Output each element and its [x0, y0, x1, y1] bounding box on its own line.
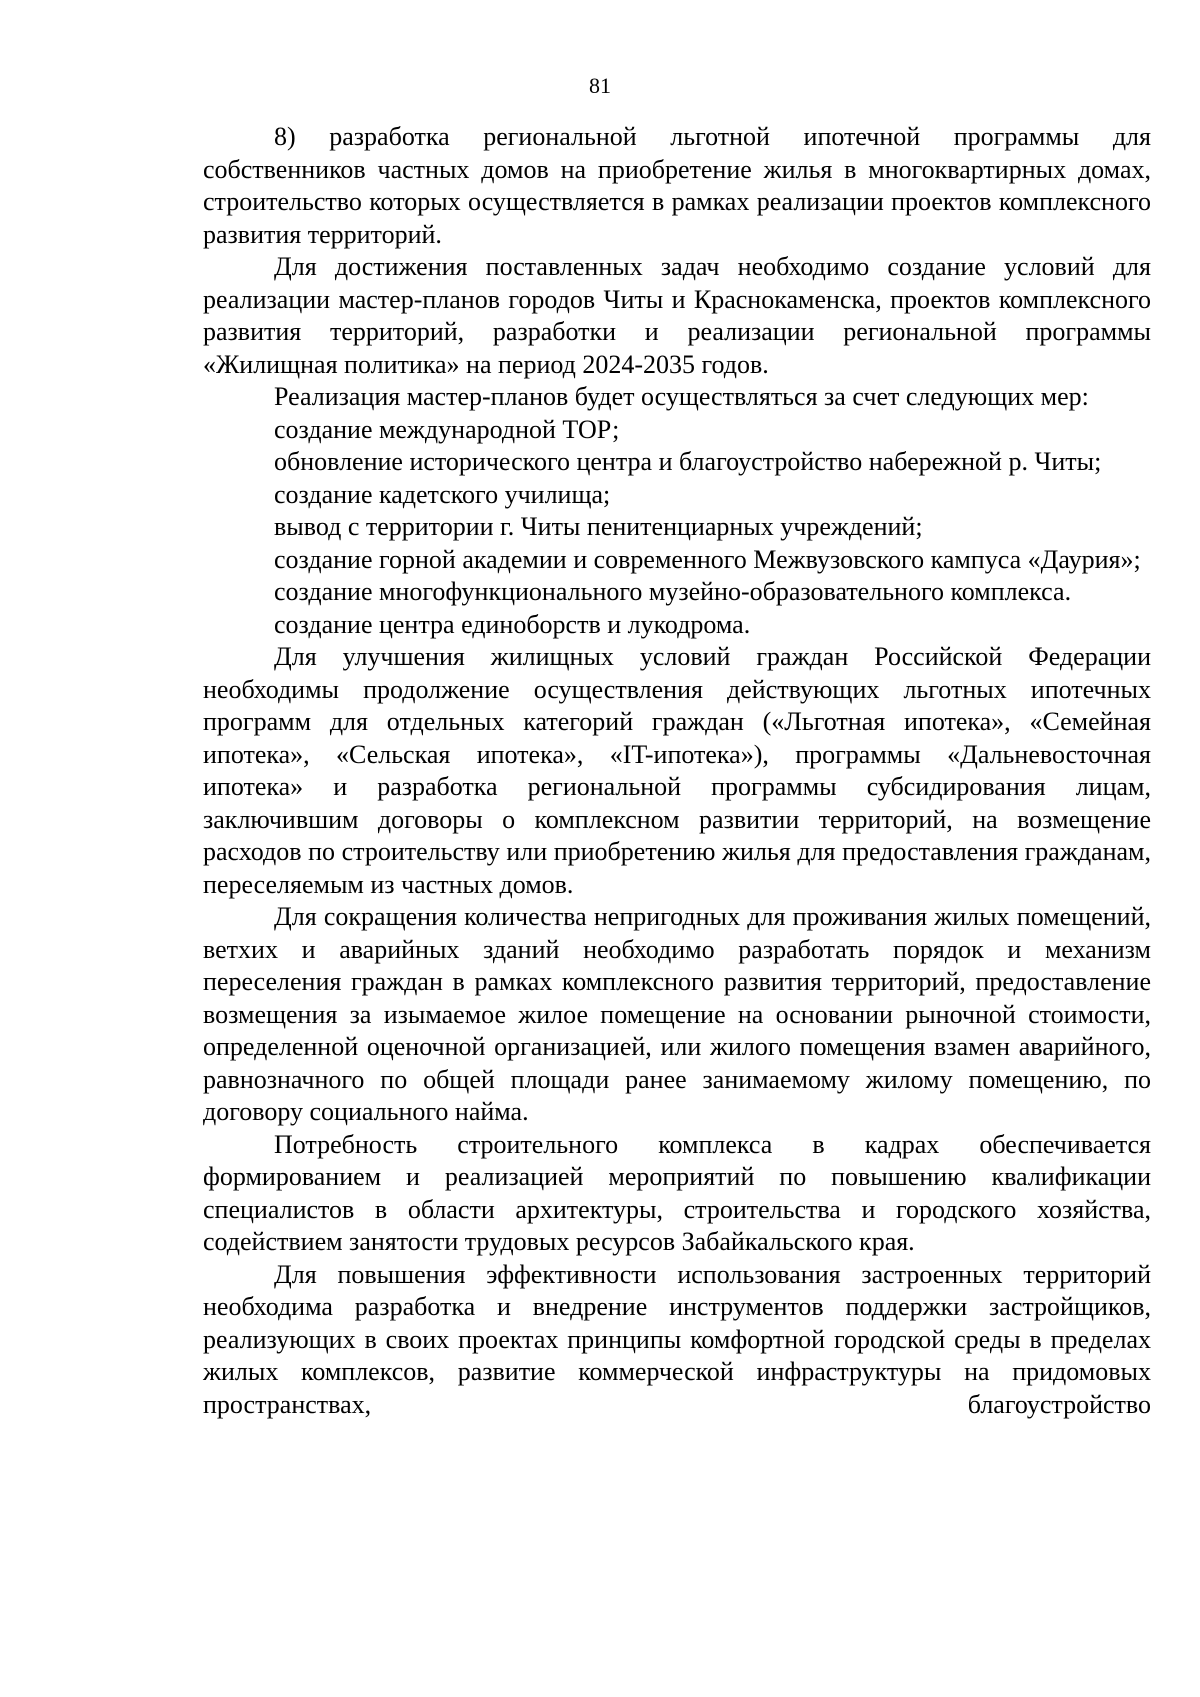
- paragraph-master-plans: Реализация мастер-планов будет осуществляться за счет следующих мер:: [274, 382, 1089, 411]
- list-item-penitentiary: вывод с территории г. Читы пенитенциарных учреждений;: [274, 512, 923, 541]
- page-number: 81: [589, 73, 611, 98]
- paragraph-housing-conditions: Для улучшения жилищных условий граждан Российской Федерации необходимы продолжение осуществления действующих льготных ипотечных программ для отдельных категорий граждан («Льготная ипотека», «Семейная ипотека», «Сельская ипотека», «IT-ипотека»), программы «Дальневосточная ипотека» и разработка региональной программы субсидирования лицам, заключившим договоры о комплексном развитии территорий, на возмещение расходов по строительству или приобретению жилья для предоставления гражданам, переселяемым из частных домов.: [203, 642, 1151, 899]
- document-body: [203, 121, 1151, 1421]
- paragraph-unfit-housing: Для сокращения количества непригодных для проживания жилых помещений, ветхих и аварийных зданий необходимо разработать порядок и механизм переселения граждан в рамках комплексного развития территорий, предоставление возмещения за изымаемое жилое помещение на основании рыночной стоимости, определенной оценочной организацией, или жилого помещения взамен аварийного, равнозначного по общей площади ранее занимаемому жилому помещению, по договору социального найма.: [203, 902, 1151, 1126]
- list-item-museum-complex: создание многофункционального музейно-образовательного комплекса.: [274, 577, 1072, 606]
- list-item-tor: создание международной ТОР;: [274, 414, 620, 444]
- list-item-historic-center: обновление исторического центра и благоустройство набережной р. Читы;: [274, 447, 1102, 476]
- paragraph-built-up-territories: Для повышения эффективности использования застроенных территорий необходима разработка и внедрение инструментов поддержки застройщиков, реализующих в своих проектах принципы комфортной городской среды в пределах жилых комплексов, развитие коммерческой инфраструктуры на придомовых пространствах, благоустройство: [203, 1259, 1151, 1419]
- paragraph-personnel: Потребность строительного комплекса в кадрах обеспечивается формированием и реализацией мероприятий по повышению квалификации специалистов в области архитектуры, строительства и городского хозяйства, содействием занятости трудовых ресурсов Забайкальского края.: [203, 1129, 1151, 1256]
- paragraph-goals: Для достижения поставленных задач необходимо создание условий для реализации мастер-планов городов Читы и Краснокаменска, проектов комплексного развития территорий, разработки и реализации региональной программы «Жилищная политика» на период 2024-2035 годов.: [203, 252, 1151, 379]
- list-item-mining-academy: создание горной академии и современного Межвузовского кампуса «Даурия»;: [274, 544, 1141, 574]
- list-item-cadet-school: создание кадетского училища;: [274, 479, 611, 509]
- list-item-martial-arts-center: создание центра единоборств и лукодрома.: [274, 609, 751, 639]
- paragraph-item-8: 8) разработка региональной льготной ипотечной программы для собственников частных домов на приобретение жилья в многоквартирных домах, строительство которых осуществляется в рамках реализации проектов комплексного развития территорий.: [203, 122, 1151, 249]
